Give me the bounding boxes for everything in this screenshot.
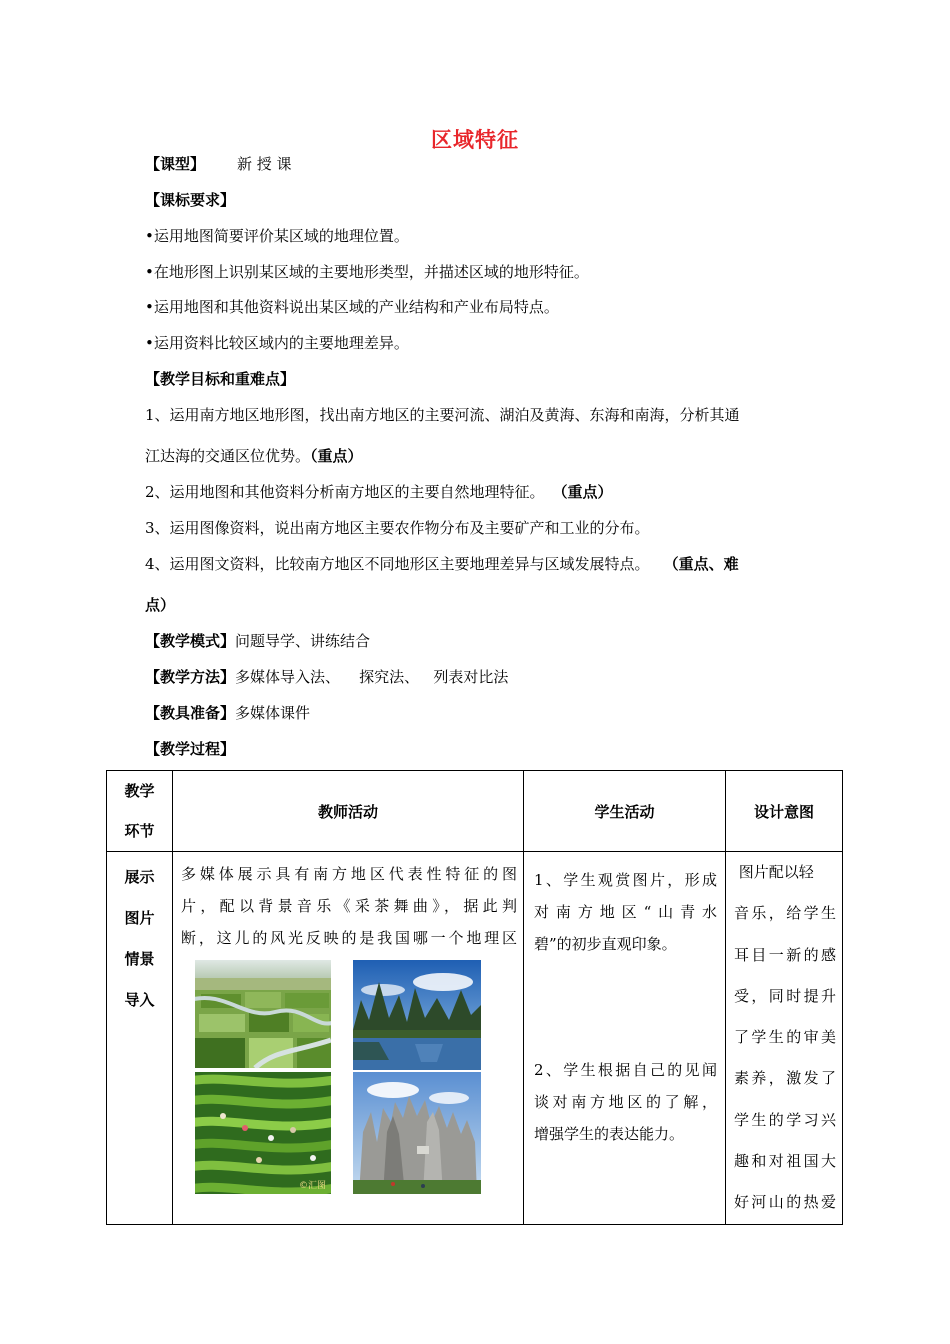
teacher-line: 多媒体展示具有南方地区代表性特征的图: [181, 865, 517, 883]
objective-4-tag-line2: 点）: [145, 596, 176, 614]
prep-value: 多媒体课件: [235, 704, 311, 722]
teacher-line: 断，这儿的风光反映的是我国哪一个地理区: [181, 929, 517, 947]
design-line: 了学生的审美: [734, 1028, 836, 1047]
header-teacher: 教师活动: [173, 771, 524, 852]
tea-plantation-photo: [195, 1072, 331, 1194]
objective-4: [145, 553, 739, 574]
objective-4-text: 4、运用图文资料，比较南方地区不同地形区主要地理差异与区域发展特点。: [145, 555, 650, 573]
key-point-tag: （重点）: [552, 483, 613, 501]
objectives-heading: 【教学目标和重难点】: [145, 370, 296, 388]
rice-paddy-photo: [195, 960, 331, 1068]
standard-item: •在地形图上识别某区域的主要地形类型，并描述区域的地形特征。: [145, 263, 589, 281]
mode-label: 【教学模式】: [145, 632, 236, 650]
design-line: 图片配以轻: [734, 863, 814, 881]
objective-2: [145, 481, 613, 502]
method-label: 【教学方法】: [145, 668, 236, 686]
header-design: 设计意图: [726, 771, 843, 852]
design-line: 耳目一新的感: [734, 945, 836, 964]
table-row: [107, 852, 843, 1225]
student-line: 碧”的初步直观印象。: [534, 935, 677, 953]
student-line: 1、学生观赏图片，形成: [534, 871, 717, 889]
student-cell: [524, 852, 726, 1225]
table-header-row: [107, 771, 843, 852]
karst-peaks-photo: [353, 960, 481, 1070]
method-value: 多媒体导入法、 探究法、 列表对比法: [235, 668, 509, 686]
design-cell: [726, 852, 843, 1225]
stage-cell: [107, 852, 173, 1225]
standard-item: •运用地图简要评价某区域的地理位置。: [145, 227, 409, 245]
teacher-line: 片，配以背景音乐《采茶舞曲》，据此判: [181, 897, 517, 915]
header-stage-line1: 教学: [124, 782, 155, 800]
key-point-tag: （重点）: [310, 447, 363, 465]
mode-value: 问题导学、讲练结合: [235, 632, 371, 650]
standard-item: •运用地图和其他资料说出某区域的产业结构和产业布局特点。: [145, 298, 559, 316]
stone-forest-photo: [353, 1072, 481, 1194]
standards-heading: 【课标要求】: [145, 191, 236, 209]
objective-3: 3、运用图像资料，说出南方地区主要农作物分布及主要矿产和工业的分布。: [145, 519, 650, 537]
objective-2-text: 2、运用地图和其他资料分析南方地区的主要自然地理特征。: [145, 483, 545, 501]
lesson-type-line: [145, 153, 292, 174]
teacher-text: [181, 858, 517, 954]
design-line: 受，同时提升: [734, 986, 836, 1005]
design-line: 好河山的热爱: [734, 1193, 836, 1212]
stage-text: 情景: [124, 950, 155, 968]
lesson-type-value: 新 授 课: [237, 155, 292, 173]
header-stage-line2: 环节: [124, 822, 155, 840]
prep-label: 【教具准备】: [145, 704, 236, 722]
lesson-type-label: 【课型】: [145, 155, 206, 173]
design-line: 素养，激发了: [734, 1069, 836, 1088]
teacher-cell: [173, 852, 524, 1225]
student-line: 2、学生根据自己的见闻: [534, 1061, 717, 1079]
header-student: 学生活动: [524, 771, 726, 852]
design-line: 音乐，给学生: [734, 904, 836, 923]
page-title: 区域特征: [431, 127, 519, 152]
design-line: 趣和对祖国大: [734, 1152, 836, 1171]
design-line: 学生的学习兴: [734, 1110, 836, 1129]
photo-grid: [181, 954, 529, 1189]
standard-item: •运用资料比较区域内的主要地理差异。: [145, 334, 409, 352]
process-heading: 【教学过程】: [145, 740, 236, 758]
process-table: [106, 770, 843, 1225]
photo-watermark: ©汇图: [299, 1181, 327, 1191]
student-line: 谈对南方地区的了解，: [534, 1093, 717, 1111]
mode-line: [145, 630, 370, 651]
key-point-tag: （重点、难: [663, 555, 739, 573]
method-line: [145, 666, 508, 687]
objective-1-line2: [145, 445, 363, 466]
stage-text: 展示: [124, 868, 155, 886]
student-line: 对南方地区“山青水: [534, 903, 717, 921]
student-line: 增强学生的表达能力。: [534, 1125, 685, 1143]
stage-text: 导入: [124, 991, 155, 1009]
prep-line: [145, 702, 310, 723]
header-stage: [107, 771, 173, 852]
objective-1-line1: 1、运用南方地区地形图，找出南方地区的主要河流、湖泊及黄海、东海和南海，分析其通: [145, 406, 740, 424]
stage-text: 图片: [124, 909, 155, 927]
objective-1-text: 江达海的交通区位优势。: [145, 447, 311, 465]
